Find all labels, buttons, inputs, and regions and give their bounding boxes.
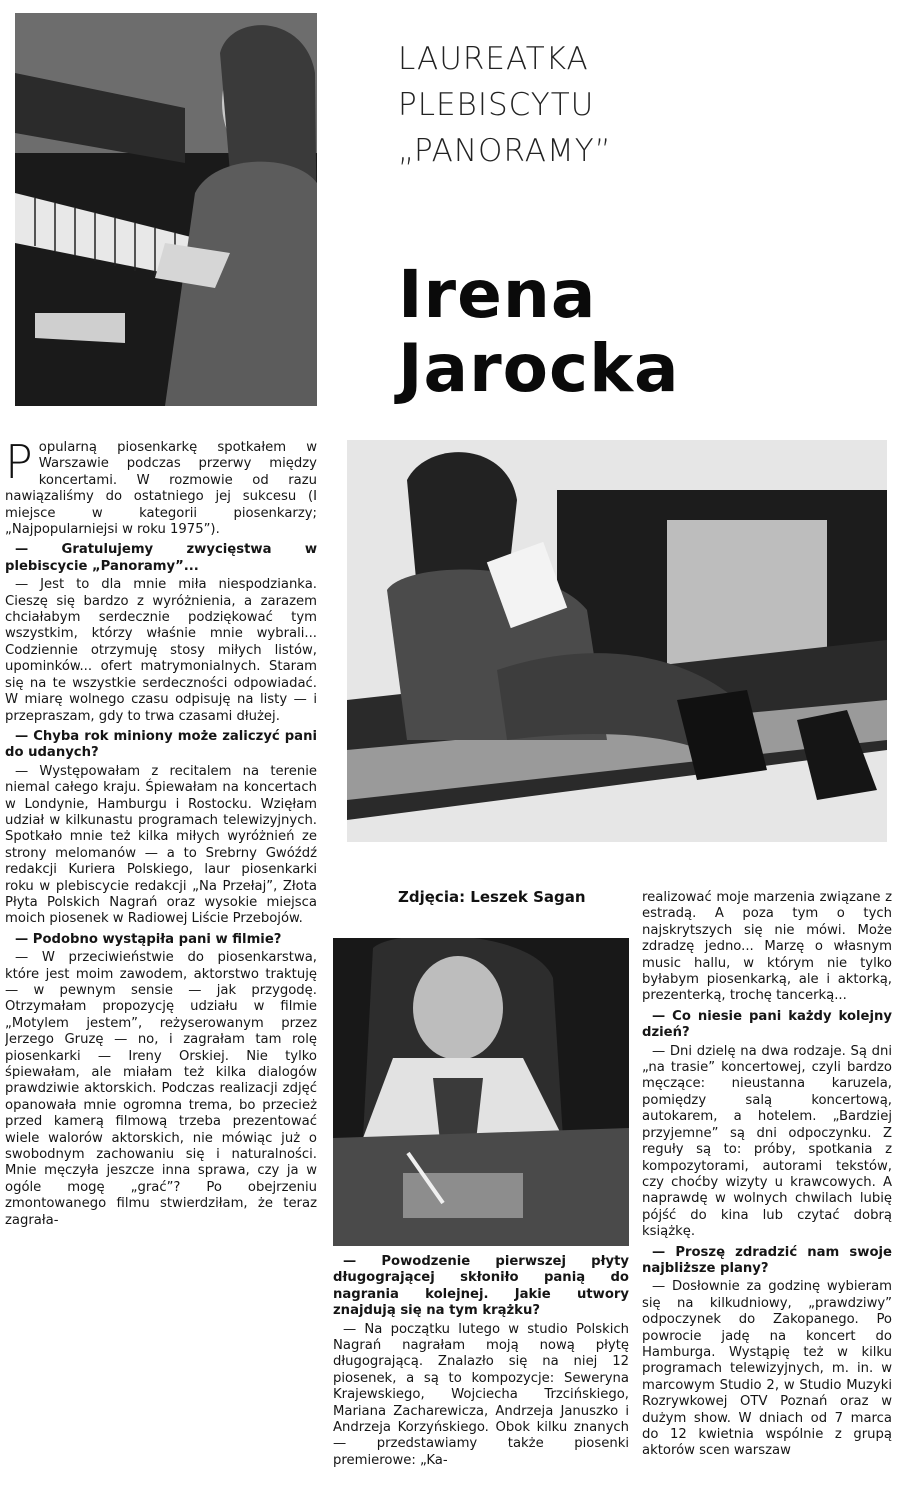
interview-question: — Co niesie pani każdy kolejny dzień? [642, 1008, 892, 1041]
article-headline [398, 258, 878, 406]
headline-line-1: Irena [398, 256, 597, 333]
interview-question: — Powodzenie pierwszej płyty długogrającej skłoniło panią do nagrania kolejnej. Jakie utwory znajdują się na tym krążku? [333, 1254, 629, 1319]
interview-answer: — Jest to dla mnie miła niespodzianka. Cieszę się bardzo z wyróżnienia, a zarazem chciałabym serdecznie podziękować tym wszystkim, którzy właśnie mnie wybrali... Codziennie otrzymuję stosy miłych listów, upominków... ofert matrymonialnych. Staram się na te wszystkie serdeczności odpowiadać. W miarę wolnego czasu odpisuję na listy — i przepraszam, gdy to trwa czasami dłużej. [5, 577, 317, 724]
drop-cap: P [5, 440, 33, 489]
kicker-line-1: LAUREATKA [398, 41, 589, 77]
interview-answer: — Dni dzielę na dwa rodzaje. Są dni „na trasie” koncertowej, czyli bardzo męczące: nieustanna karuzela, pomiędzy salą koncertową, autokarem, a hotelem. „Bardziej przyjemne” są dni odpoczynku. Z reguły są to: próby, spotkania z kompozytorami, autorami tekstów, czy choćby wizyty u krawcowych. A naprawdę w wolnych chwilach lubię pójść do kina lub czytać dobrą książkę. [642, 1043, 892, 1240]
interview-question: — Gratulujemy zwycięstwa w plebiscycie „Panoramy”... [5, 542, 317, 574]
article-column-2 [333, 1250, 629, 1495]
headline-line-2: Jarocka [398, 330, 680, 407]
interview-answer: — Dosłownie za godzinę wybieram się na kilkudniowy, „prawdziwy” odpoczynek do Zakopanego. Po powrocie jadę na koncert do Hamburga. Wystąpię też w kilku programach telewizyjnych, m. in. w marcowym Studio 2, w Studio Muzyki Rozrywkowej OTV Poznań oraz w dużym show. W dniach od 7 marca do 12 kwietnia wspólnie z grupą aktorów scen warszaw [642, 1279, 892, 1459]
interview-answer: realizować moje marzenia związane z estradą. A poza tym o tych najskrytszych się nie mówi. Może zdradzę jedno... Marzę o własnym music hallu, w którym nie tylko byłabym piosenkarką, ale i aktorką, prezenterką, trochę tancerką... [642, 890, 892, 1004]
photo-writing-illustration [333, 938, 629, 1246]
article-kicker [398, 36, 698, 174]
interview-answer: — W przeciwieństwie do piosenkarstwa, które jest moim zawodem, aktorstwo traktuję — w pewnym sensie — jak przygodę. Otrzymałam propozycję udziału w filmie „Motylem jestem”, reżyserowanym przez Jerzego Gruzę — no, i zagrałam tam rolę piosenkarki — Ireny Orskiej. Nie tylko śpiewałam, ale miałam też kilka dialogów prawdziwie aktorskich. Podczas realizacji zdjęć opanowała mnie ogromna trema, bo przecież przed kamerą filmową trzeba prezentować wiele walorów aktorskich, nie mówiąc już o swobodnym zachowaniu się i naturalności. Mnie męczyła jeszcze inna sprawa, czy ja w ogóle mogę „grać”? Po obejrzeniu zmontowanego filmu stwierdziłam, że teraz zagrała- [5, 950, 317, 1228]
intro-text: opularną piosenkarkę spotkałem w Warszawie podczas przerwy między koncertami. W rozmowie od razu nawiązaliśmy do ostatniego jej sukcesu (I miejsce w kategorii piosenkarzy; „Najpopularniejsi w roku 1975”). [5, 440, 317, 538]
interview-question: — Proszę zdradzić nam swoje najbliższe plany? [642, 1244, 892, 1276]
kicker-line-3: „PANORAMY” [398, 133, 612, 169]
interview-answer: — Występowałam z recitalem na terenie niemal całego kraju. Śpiewałam na koncertach w Londynie, Hamburgu i Rostocku. Wzięłam udział w kilkunastu programach telewizyjnych. Spotkało mnie też kilka miłych wyróżnień ze strony melomanów — a to Srebrny Gwóźdź redakcji Kuriera Polskiego, laur piosenkarki roku w plebiscycie redakcji „Na Przełaj”, Złota Płyta Polskich Nagrań oraz wysokie miejsca moich piosenek w Radiowej Liście Przebojów. [5, 763, 317, 927]
photo-singer-at-keyboard [15, 13, 317, 406]
article-column-1 [5, 440, 317, 1495]
photo-credit: Zdjęcia: Leszek Sagan [398, 888, 586, 906]
kicker-line-2: PLEBISCYTU [398, 87, 595, 123]
interview-question: — Podobno wystąpiła pani w filmie? [15, 931, 282, 947]
photo-sofa-illustration [347, 440, 887, 842]
photo-singer-writing [333, 938, 629, 1246]
article-column-3 [642, 890, 892, 1495]
photo-singer-on-sofa [347, 440, 887, 842]
interview-answer [5, 440, 317, 538]
interview-question: — Chyba rok miniony może zaliczyć pani do udanych? [5, 728, 317, 761]
photo-keyboard-illustration [15, 13, 317, 406]
interview-answer: — Na początku lutego w studio Polskich Nagrań nagrałam moją nową płytę długogrającą. Znalazło się na niej 12 piosenek, a są to kompozycje: Seweryna Krajewskiego, Wojciecha Trzcińskiego, Mariana Zacharewicza, Andrzeja Januszko i Andrzeja Korzyńskiego. Obok kilku znanych — przedstawiamy także piosenki premierowe: „Ka- [333, 1321, 629, 1468]
